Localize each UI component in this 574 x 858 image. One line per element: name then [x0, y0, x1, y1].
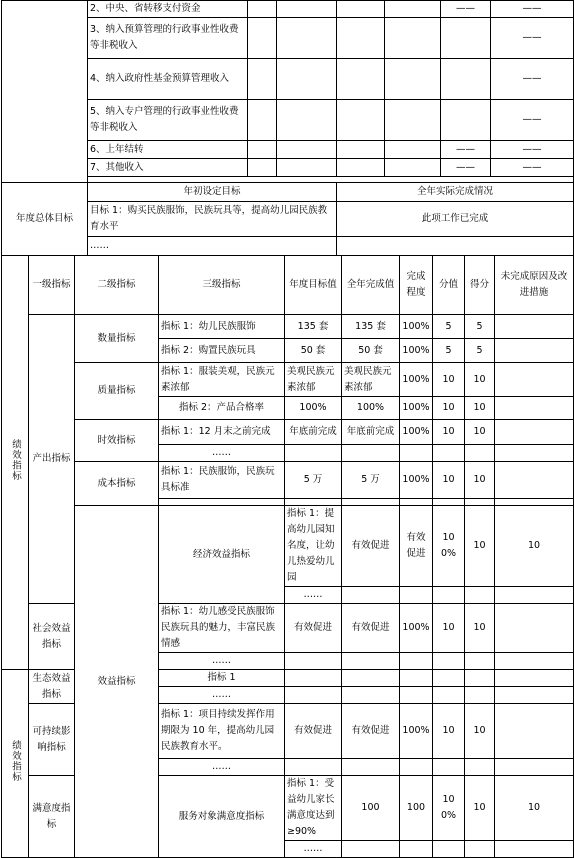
- degree-header: 完成程度: [400, 256, 433, 315]
- revenue-label: 4、纳入政府性基金预算管理收入: [88, 59, 248, 100]
- perf-side-label-top: 绩效指标: [2, 256, 29, 670]
- revenue-dash: ——: [491, 159, 574, 177]
- revenue-dash: ——: [491, 1, 574, 18]
- table-row: 指标 2：购置民族玩具 50 套 50 套 100% 5 5: [2, 339, 574, 363]
- revenue-label: 5、纳入专户管理的行政事业性收费等非税收入: [88, 100, 248, 141]
- initial-goal-header: 年初设定目标: [88, 183, 337, 202]
- table-row: 绩效指标 生态效益指标 指标 1: [2, 670, 574, 687]
- table-row: 产出指标 数量指标 指标 1：幼儿民族服饰 135 套 135 套 100% 5 5: [2, 315, 574, 339]
- revenue-label: 3、纳入预算管理的行政事业性收费等非税收入: [88, 18, 248, 59]
- level2-header: 二级指标: [75, 256, 159, 315]
- perf-side-label-bottom: 绩效指标: [2, 670, 29, 858]
- table-row: [2, 100, 574, 141]
- score-header: 分值: [433, 256, 465, 315]
- overall-goal-text: 目标 1：购买民族服饰，民族玩具等，提高幼儿园民族教育水平: [88, 202, 337, 237]
- table-row: ……: [2, 841, 574, 858]
- output-indicator-label: 产出指标: [29, 315, 75, 604]
- revenue-dash: ——: [491, 59, 574, 100]
- table-row: ……: [2, 687, 574, 704]
- blank-label-cell: [2, 1, 88, 183]
- got-header: 得分: [465, 256, 495, 315]
- revenue-label: 7、其他收入: [88, 159, 248, 177]
- economic-indicator-label: 经济效益指标: [159, 506, 285, 604]
- table-row: [2, 18, 574, 59]
- table-row: 可持续影响指标 指标 1：项目持续发挥作用期限为 10 年，提高幼儿园民族教育水平。 有效促进 有效促进 100% 10 10: [2, 704, 574, 759]
- table-row: 指标 2：产品合格率 100% 100% 100% 10 10: [2, 397, 574, 420]
- revenue-dash: ——: [441, 141, 491, 159]
- table-row: [2, 59, 574, 100]
- actual-header: 全年完成值: [342, 256, 400, 315]
- performance-table: [1, 255, 574, 858]
- quantity-indicator-label: 数量指标: [75, 315, 159, 363]
- table-row: ……: [2, 759, 574, 776]
- target-header: 年度目标值: [285, 256, 342, 315]
- table-row: 社会效益指标 指标 1：幼儿感受民族服饰民族玩具的魅力，丰富民族情感 有效促进 有效促进 100% 10 10: [2, 604, 574, 653]
- reason-header: 未完成原因及改进措施: [495, 256, 574, 315]
- revenue-dash: ——: [441, 159, 491, 177]
- cost-indicator-label: 成本指标: [75, 462, 159, 506]
- table-row: [2, 141, 574, 159]
- table-row: 时效指标 指标 1：12 月末之前完成 年底前完成 年底前完成 100% 10 10: [2, 420, 574, 445]
- timeliness-indicator-label: 时效指标: [75, 420, 159, 462]
- level3-header: 三级指标: [159, 256, 285, 315]
- revenue-label: 2、中央、省转移支付资金: [88, 1, 248, 18]
- table-row: 质量指标 指标 1：服装美观，民族元素浓郁 美观民族元素浓郁 美观民族元素浓郁 100% 10 10: [2, 363, 574, 397]
- actual-completion-header: 全年实际完成情况: [337, 183, 574, 202]
- benefit-indicator-label: 效益指标: [75, 506, 159, 858]
- revenue-dash: ——: [491, 141, 574, 159]
- table-row: ……: [2, 653, 574, 670]
- table-row: [2, 159, 574, 177]
- table-row: [2, 237, 574, 256]
- overall-more: ……: [88, 237, 337, 256]
- revenue-label: 6、上年结转: [88, 141, 248, 159]
- table-row: 成本指标 指标 1：民族服饰，民族玩具标准 5 万 5 万 100% 10 10: [2, 462, 574, 499]
- table-row: [2, 1, 574, 18]
- revenue-dash: ——: [491, 18, 574, 59]
- level1-header: 一级指标: [29, 256, 75, 315]
- ecological-indicator-label: 生态效益指标: [29, 670, 75, 704]
- table-row: 满意度指标 服务对象满意度指标 指标 1：受益幼儿家长满意度达到≥90% 100 100 100% 10 10: [2, 776, 574, 841]
- satisfaction-indicator-label: 满意度指标: [29, 776, 75, 858]
- table-row: [2, 256, 574, 315]
- table-row: ……: [2, 587, 574, 604]
- table-row: ……: [2, 445, 574, 462]
- table-row: [2, 183, 574, 202]
- overall-result-text: 此项工作已完成: [337, 202, 574, 237]
- service-satisfaction-label: 服务对象满意度指标: [159, 776, 285, 858]
- revenue-dash: ——: [441, 1, 491, 18]
- quality-indicator-label: 质量指标: [75, 363, 159, 420]
- revenue-dash: ——: [491, 100, 574, 141]
- table-row: [2, 202, 574, 237]
- table-row: 效益指标 经济效益指标 指标 1：提高幼儿园知名度，让幼儿热爱幼儿园 有效促进 有效促进 100% 10 10: [2, 506, 574, 587]
- budget-table-top: [1, 0, 574, 256]
- overall-goal-label: 年度总体目标: [2, 183, 88, 256]
- social-indicator-label: 社会效益指标: [29, 604, 75, 670]
- sustainability-indicator-label: 可持续影响指标: [29, 704, 75, 776]
